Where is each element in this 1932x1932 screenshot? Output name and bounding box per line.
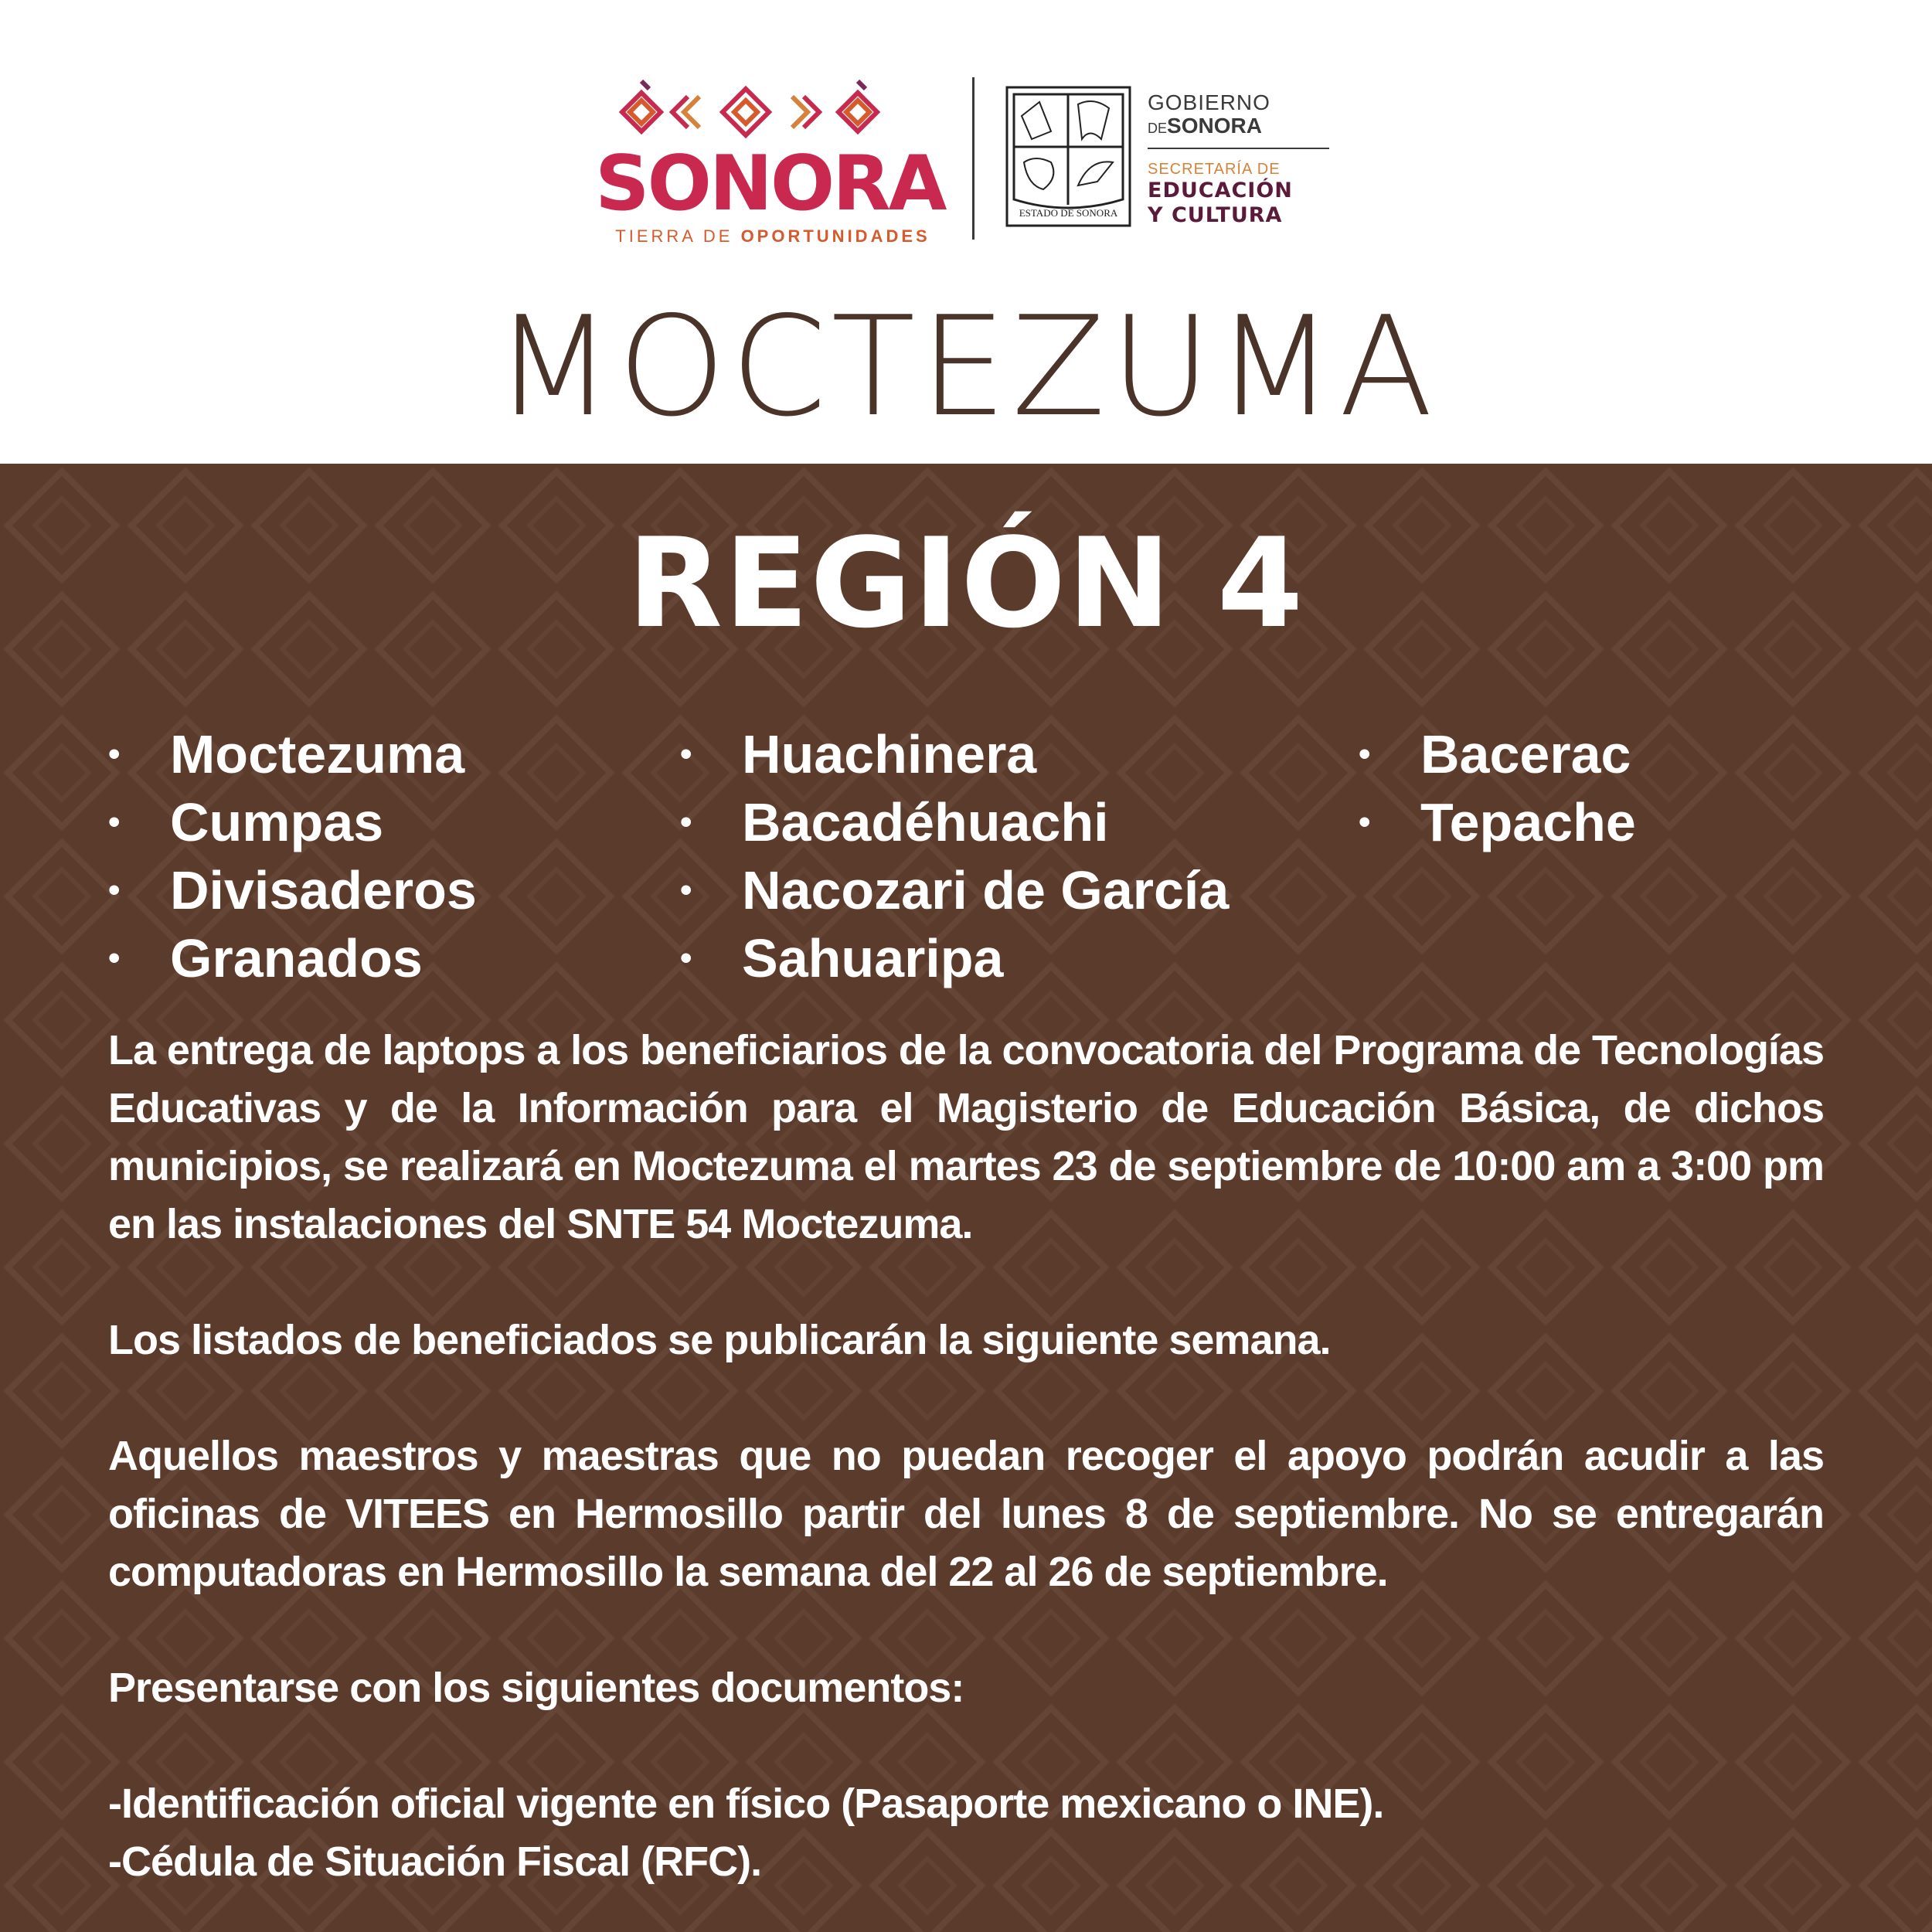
pickup-paragraph: Aquellos maestros y maestras que no puedan recoger el apoyo podrán acudir a las oficinas de VITEES en Hermosillo partir del lunes 8 de septiembre. No se entregarán computadoras en Hermosillo la semana del 22 al 26 de septiembre. [108, 1433, 1824, 1595]
municipality-name: Nacozari de García [742, 860, 1230, 920]
logo-divider [972, 77, 975, 240]
delivery-paragraph: La entrega de laptops a los beneficiarios de la convocatoria del Programa de Tecnologías Educativas y de la Información para el Magisterio de Educación Básica, de dichos municipios, se realizará en Moctezuma el martes 23 de septiembre de 10:00 am a 3:00 pm en las instalaciones del SNTE 54 Moctezuma. [108, 1027, 1824, 1247]
gobierno-de-sonora-block [1148, 91, 1333, 228]
municipality-name: Huachinera [742, 724, 1037, 784]
document-item: -Identificación oficial vigente en físico (Pasaporte mexicano o INE). [108, 1781, 1384, 1827]
municipality-name: Tepache [1420, 792, 1636, 852]
government-rule [1148, 148, 1329, 149]
sonora-label: SONORA [1167, 114, 1262, 138]
bullet-icon: • [108, 871, 121, 909]
municipality-name: Sahuaripa [742, 928, 1004, 988]
estado-de-sonora-crest [1005, 85, 1132, 228]
gobierno-label: GOBIERNO [1148, 90, 1270, 114]
town-title: MOCTEZUMA [494, 287, 1438, 447]
bullet-icon: • [1359, 735, 1371, 773]
bullet-icon: • [1359, 803, 1371, 841]
municipality-name: Bacerac [1420, 724, 1631, 784]
document-item: -Cédula de Situación Fiscal (RFC). [108, 1838, 762, 1885]
secretaria-label: SECRETARÍA DE [1148, 161, 1281, 178]
sonora-pattern-icon [607, 73, 931, 151]
header [0, 0, 1932, 464]
documents-heading: Presentarse con los siguientes documentos: [108, 1665, 964, 1711]
bullet-icon: • [680, 735, 692, 773]
bullet-icon: • [108, 803, 121, 841]
municipality-name: Bacadéhuachi [742, 792, 1109, 852]
sonora-logo-tagline [603, 226, 943, 247]
educacion-label: EDUCACIÓN [1148, 179, 1293, 202]
listings-paragraph: Los listados de beneficiados se publicarán la siguiente semana. [108, 1317, 1331, 1363]
sonora-logo-word: SONORA [595, 140, 945, 228]
de-sonora-label [1148, 114, 1333, 140]
municipality-name: Cumpas [170, 792, 384, 852]
bullet-icon: • [108, 735, 121, 773]
de-prefix: DE [1148, 121, 1168, 136]
bullet-icon: • [680, 803, 692, 841]
tagline-bold: OPORTUNIDADES [740, 226, 930, 246]
bullet-icon: • [108, 939, 121, 977]
municipality-name: Divisaderos [170, 860, 477, 920]
municipality-name: Granados [170, 928, 423, 988]
municipality-name: Moctezuma [170, 724, 465, 784]
bullet-icon: • [680, 939, 692, 977]
info-panel [0, 464, 1932, 1932]
sonora-tierra-de-oportunidades-logo [595, 73, 951, 247]
crest-label: ESTADO DE SONORA [1019, 207, 1118, 219]
cultura-label: Y CULTURA [1148, 203, 1283, 227]
bullet-icon: • [680, 871, 692, 909]
region-title: REGIÓN 4 [627, 511, 1305, 655]
tagline-light: TIERRA DE [615, 226, 733, 246]
